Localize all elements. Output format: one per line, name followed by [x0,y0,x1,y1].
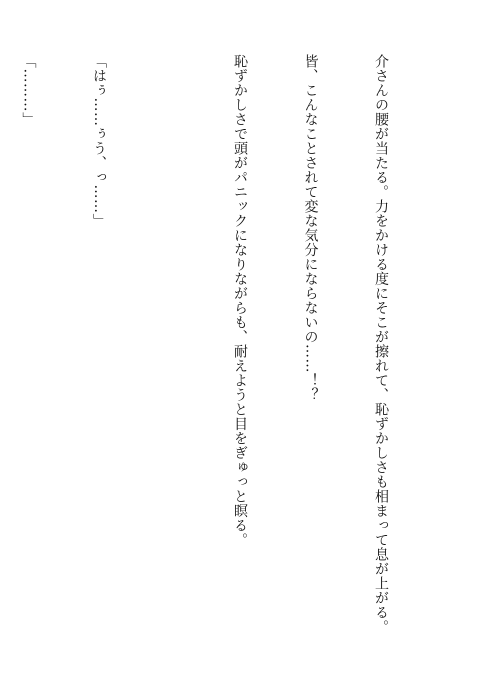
text-column: 恥ずかしさで頭がパニックになりながらも、耐えようと目をぎゅっと瞑る。 [232,54,248,547]
dialogue-line: 「………」 [20,54,37,127]
vertical-text-block [0,54,439,654]
blank-line [157,54,181,654]
text-column: 介さんの腰が当たる。力をかける度にそこが擦れて、恥ずかしさも相まって息が上がる。 [373,54,389,634]
text-column: 皆、こんなことされて変な気分にならないの……！？ [302,54,319,402]
dialogue-line: 「はぅ……ぅう、っ……」 [91,54,107,228]
